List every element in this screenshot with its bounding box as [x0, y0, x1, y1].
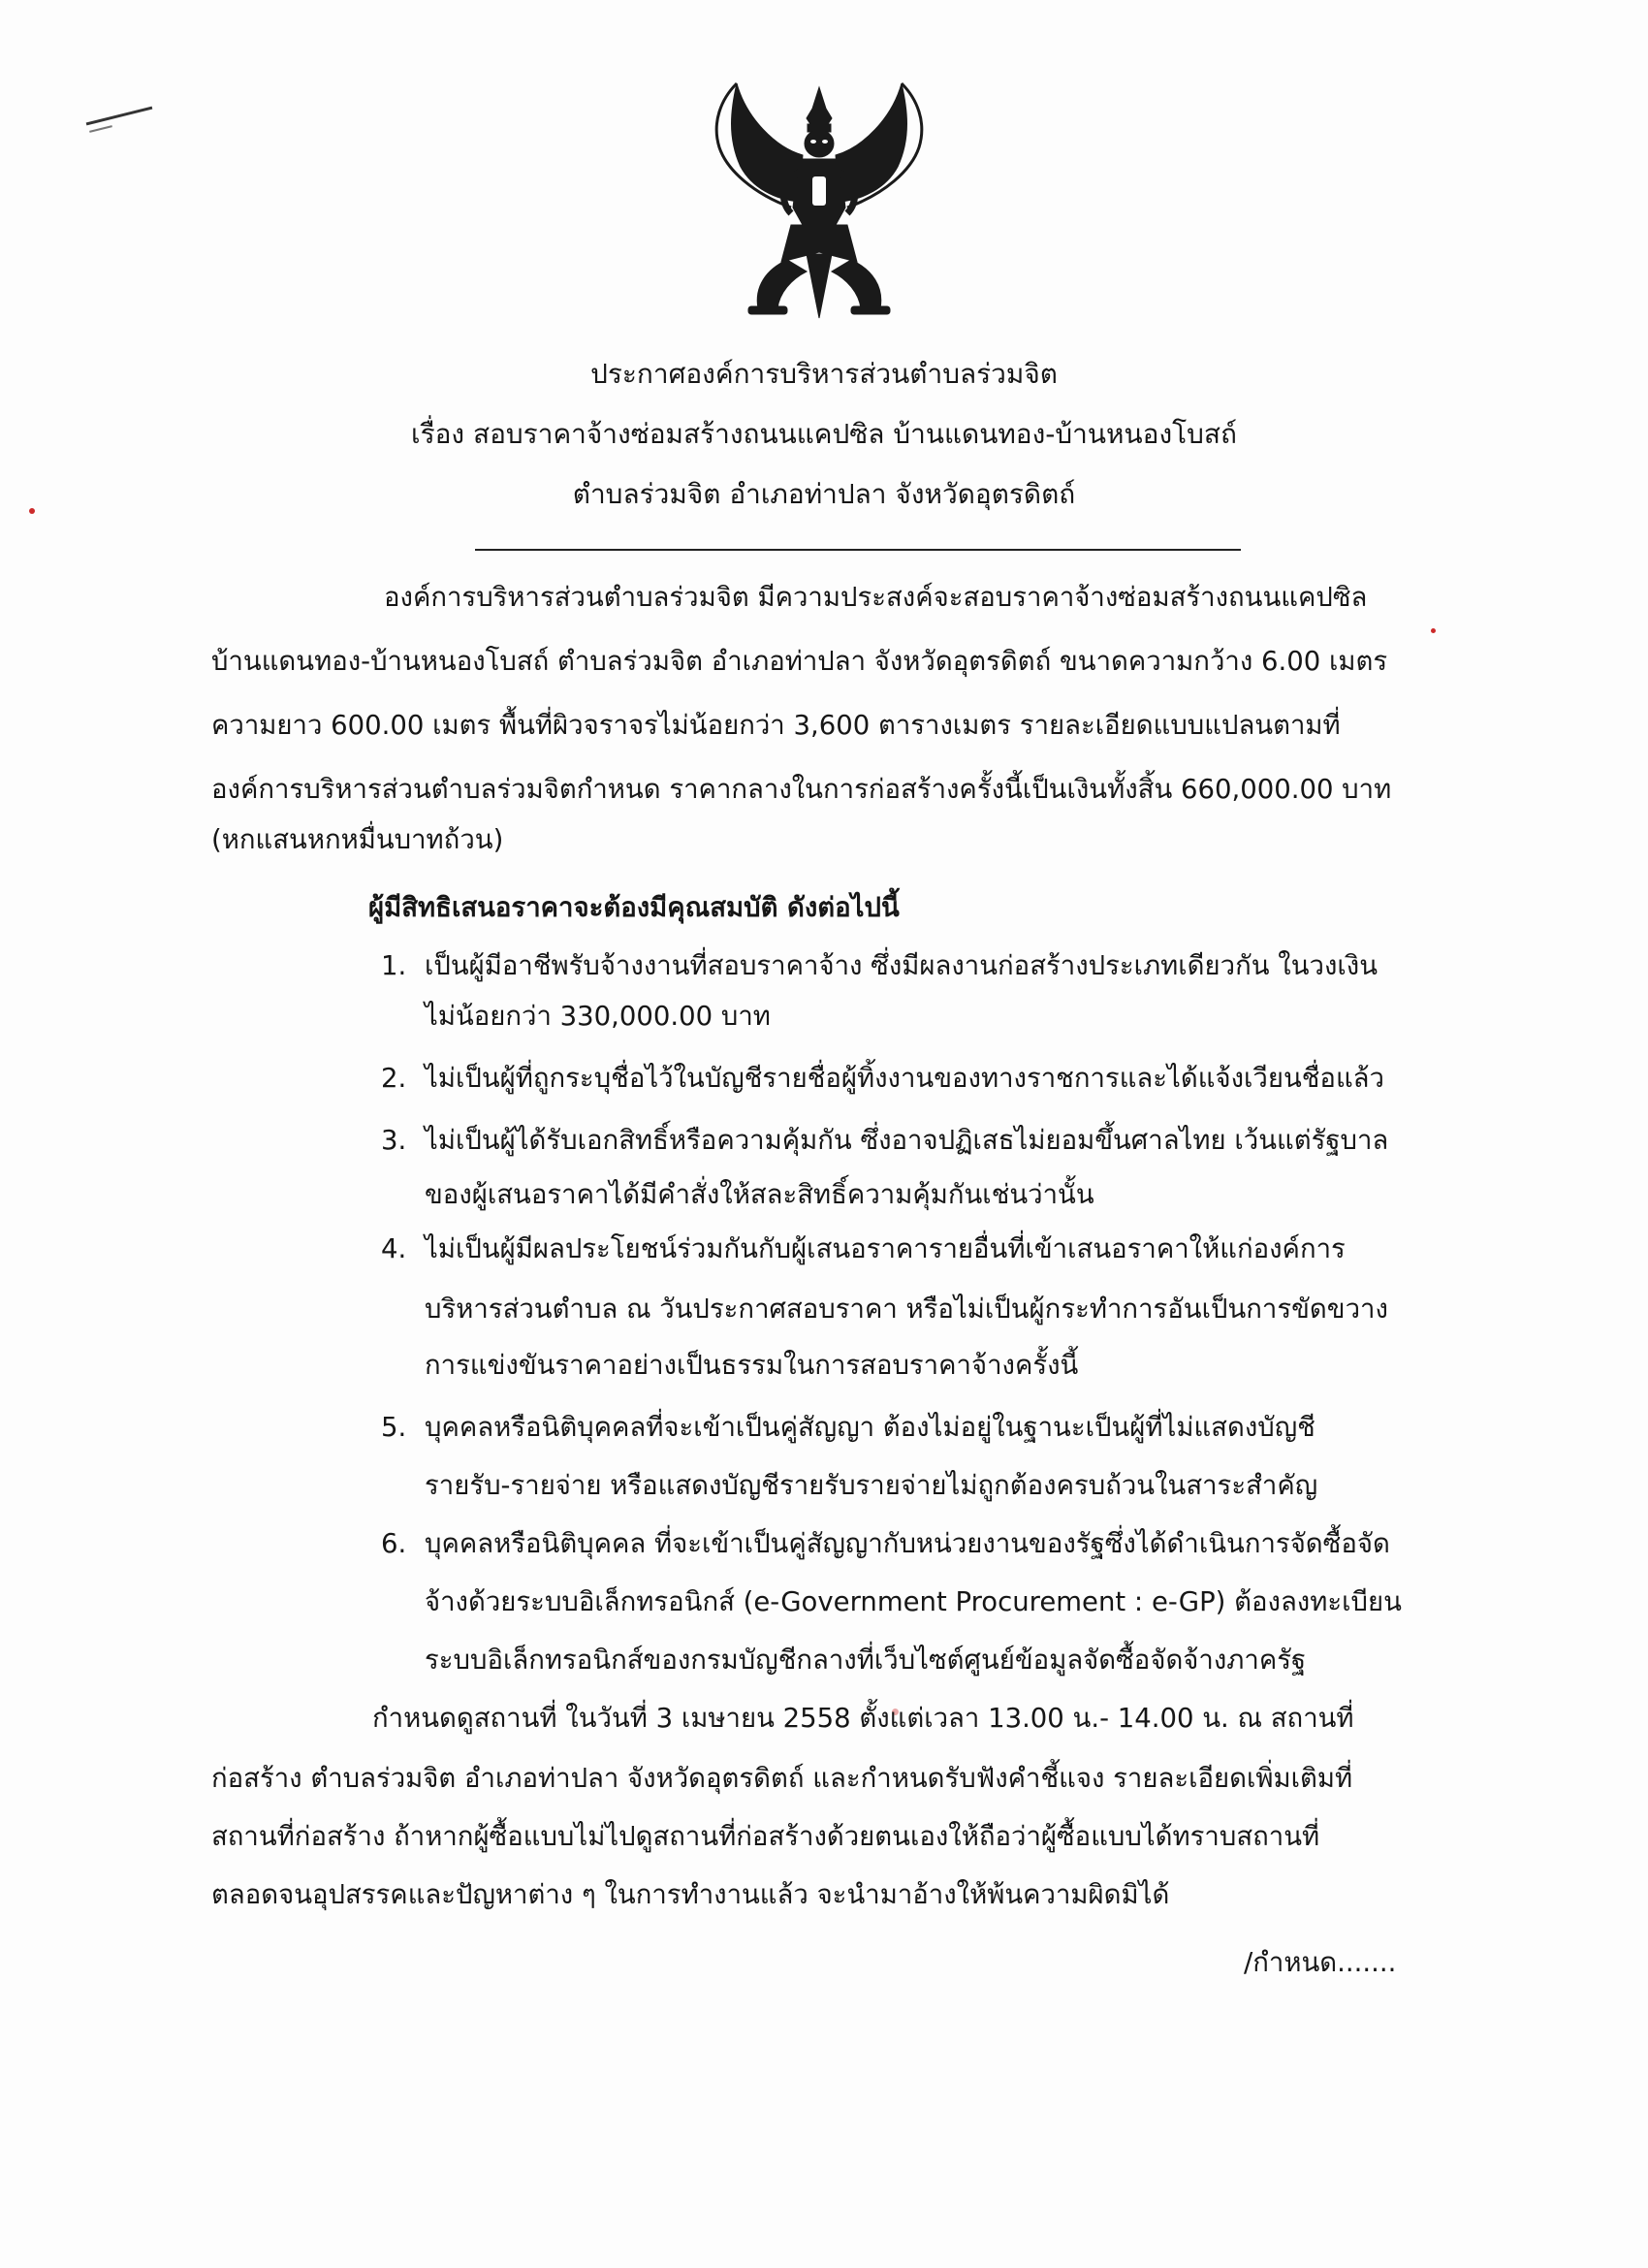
item-text: บุคคลหรือนิติบุคคล ที่จะเข้าเป็นคู่สัญญากับหน่วยงานของรัฐซึ่งได้ดำเนินการจัดซื้อจัด — [425, 1528, 1390, 1559]
scan-mark — [86, 107, 153, 126]
announcement-subject: เรื่อง สอบราคาจ้างซ่อมสร้างถนนแคปซิล บ้านแดนทอง-บ้านหนองโบสถ์ — [411, 418, 1237, 450]
header-divider — [475, 549, 1241, 551]
intro-line: องค์การบริหารส่วนตำบลร่วมจิตกำหนด ราคากลางในการก่อสร้างครั้งนี้เป็นเงินทั้งสิ้น 660,000.00 บาท — [211, 774, 1392, 805]
qualifications-heading: ผู้มีสิทธิเสนอราคาจะต้องมีคุณสมบัติ ดังต่อไปนี้ — [368, 892, 900, 923]
garuda-emblem-icon — [698, 80, 940, 322]
item-number: 1. — [381, 950, 407, 981]
item-text: ระบบอิเล็กทรอนิกส์ของกรมบัญชีกลางที่เว็บไซต์ศูนย์ข้อมูลจัดซื้อจัดจ้างภาครัฐ — [425, 1645, 1307, 1676]
site-visit-line: สถานที่ก่อสร้าง ถ้าหากผู้ซื้อแบบไม่ไปดูสถานที่ก่อสร้างด้วยตนเองให้ถือว่าผู้ซื้อแบบได้ทราบสถานที่ — [211, 1821, 1320, 1852]
item-text: ไม่เป็นผู้ที่ถูกระบุชื่อไว้ในบัญชีรายชื่อผู้ทิ้งงานของทางราชการและได้แจ้งเวียนชื่อแล้ว — [425, 1063, 1384, 1094]
site-visit-line: ก่อสร้าง ตำบลร่วมจิต อำเภอท่าปลา จังหวัดอุตรดิตถ์ และกำหนดรับฟังคำชี้แจง รายละเอียดเพิ่มเติมที่ — [211, 1763, 1353, 1794]
site-visit-line: ตลอดจนอุปสรรคและปัญหาต่าง ๆ ในการทำงานแล้ว จะนำมาอ้างให้พ้นความผิดมิได้ — [211, 1879, 1170, 1910]
announcement-title: ประกาศองค์การบริหารส่วนตำบลร่วมจิต — [590, 358, 1058, 390]
item-text: ของผู้เสนอราคาได้มีคำสั่งให้สละสิทธิ์ความคุ้มกันเช่นว่านั้น — [425, 1179, 1094, 1210]
continuation-marker: /กำหนด....... — [1244, 1947, 1397, 1978]
item-text: บุคคลหรือนิติบุคคลที่จะเข้าเป็นคู่สัญญา ต้องไม่อยู่ในฐานะเป็นผู้ที่ไม่แสดงบัญชี — [425, 1412, 1315, 1443]
item-number: 6. — [381, 1528, 407, 1559]
item-text: เป็นผู้มีอาชีพรับจ้างงานที่สอบราคาจ้าง ซึ่งมีผลงานก่อสร้างประเภทเดียวกัน ในวงเงิน — [425, 950, 1379, 981]
site-visit-line: กำหนดดูสถานที่ ในวันที่ 3 เมษายน 2558 ตั้งแต่เวลา 13.00 น.- 14.00 น. ณ สถานที่ — [372, 1703, 1354, 1734]
intro-line: บ้านแดนทอง-บ้านหนองโบสถ์ ตำบลร่วมจิต อำเภอท่าปลา จังหวัดอุตรดิตถ์ ขนาดความกว้าง 6.00 เมตร — [211, 646, 1388, 677]
item-text: ไม่เป็นผู้มีผลประโยชน์ร่วมกันกับผู้เสนอราคารายอื่นที่เข้าเสนอราคาให้แก่องค์การ — [425, 1233, 1346, 1264]
item-text: รายรับ-รายจ่าย หรือแสดงบัญชีรายรับรายจ่ายไม่ถูกต้องครบถ้วนในสาระสำคัญ — [425, 1470, 1318, 1501]
item-number: 5. — [381, 1412, 407, 1443]
item-text: ไม่เป็นผู้ได้รับเอกสิทธิ์หรือความคุ้มกัน ซึ่งอาจปฏิเสธไม่ยอมขึ้นศาลไทย เว้นแต่รัฐบาล — [425, 1125, 1389, 1156]
ink-speck — [1431, 628, 1436, 633]
item-number: 4. — [381, 1233, 407, 1264]
item-text: ไม่น้อยกว่า 330,000.00 บาท — [425, 1001, 771, 1032]
item-number: 3. — [381, 1125, 407, 1156]
announcement-location: ตำบลร่วมจิต อำเภอท่าปลา จังหวัดอุตรดิตถ์ — [572, 478, 1076, 510]
scan-mark — [89, 125, 112, 133]
intro-line: (หกแสนหกหมื่นบาทถ้วน) — [211, 824, 504, 855]
item-text: บริหารส่วนตำบล ณ วันประกาศสอบราคา หรือไม่เป็นผู้กระทำการอันเป็นการขัดขวาง — [425, 1294, 1388, 1325]
intro-line: องค์การบริหารส่วนตำบลร่วมจิต มีความประสงค์จะสอบราคาจ้างซ่อมสร้างถนนแคปซิล — [384, 582, 1368, 613]
item-text: การแข่งขันราคาอย่างเป็นธรรมในการสอบราคาจ้างครั้งนี้ — [425, 1350, 1079, 1381]
intro-line: ความยาว 600.00 เมตร พื้นที่ผิวจราจรไม่น้อยกว่า 3,600 ตารางเมตร รายละเอียดแบบแปลนตามที่ — [211, 710, 1341, 741]
item-text: จ้างด้วยระบบอิเล็กทรอนิกส์ (e-Government Procurement : e-GP) ต้องลงทะเบียน — [425, 1586, 1402, 1617]
item-number: 2. — [381, 1063, 407, 1094]
